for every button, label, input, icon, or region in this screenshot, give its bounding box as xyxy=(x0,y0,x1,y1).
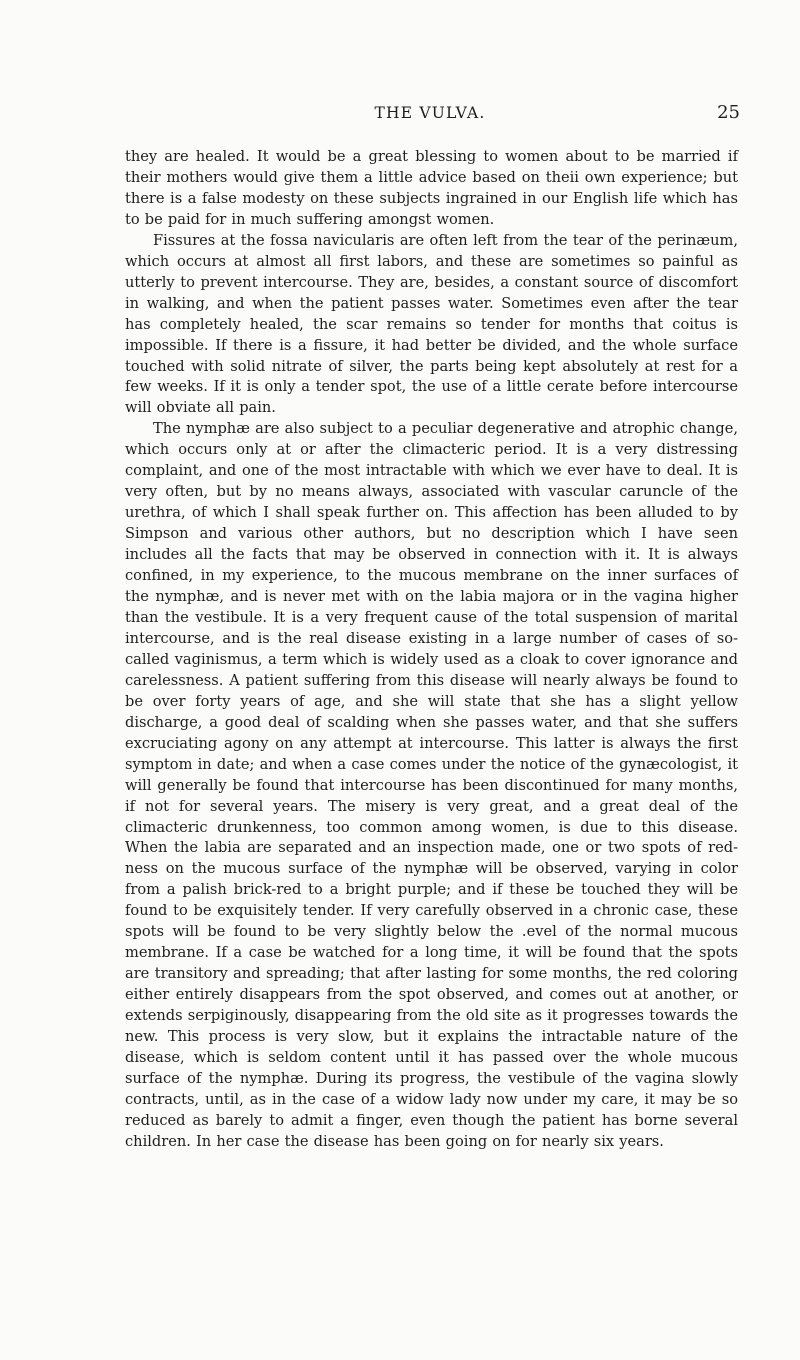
paragraph-continuation: they are healed. It would be a great blessing to women about to be married if their mothers would give them a little advice based on theii own experience; but there is a false modesty on these subjects ingrained in our English life which has to be paid for in much suffering amongst women. xyxy=(125,148,738,228)
paragraph-fissures: Fissures at the fossa navicularis are often left from the tear of the perinæum, which occurs at almost all first labors, and these are sometimes so painful as utterly to prevent intercourse. They are, besides, a constant source of discomfort in walking, and when the patient passes water. Sometimes even after the tear has completely healed, the scar remains so tender for months that coitus is impossible. If there is a fissure, it had better be divided, and the whole surface touched with solid nitrate of silver, the parts being kept absolutely at rest for a few weeks. If it is only a tender spot, the use of a little cerate before intercourse will obviate all pain. xyxy=(125,231,738,417)
paragraph-nymphae: The nymphæ are also subject to a peculiar degenerative and atrophic change, which occurs only at or after the climacteric period. It is a very distressing complaint, and one of the most intractable with which we ever have to deal. It is very often, but by no means always, associated with vascular caruncle of the urethra, of which I shall speak further on. This affection has been alluded to by Simpson and various other authors, but no description which I have seen includes all the facts that may be observed in connection with it. It is always confined, in my experience, to the mucous membrane on the inner surfaces of the nymphæ, and is never met with on the labia majora or in the vagina higher than the vestibule. It is a very frequent cause of the total suspension of marital intercourse, and is the real disease existing in a large number of cases of so-called vaginismus, a term which is widely used as a cloak to cover ignorance and carelessness. A patient suffering from this disease will nearly always be found to be over forty years of age, and she will state that she has a slight yellow discharge, a good deal of scalding when she passes water, and that she suffers excruciating agony on any attempt at intercourse. This latter is always the first symptom in date; and when a case comes under the notice of the gynæcologist, it will generally be found that intercourse has been discontinued for many months, if not for several years. The misery is very great, and a great deal of the climacteric drunkenness, too common among women, is due to this disease. When the labia are separated and an inspection made, one or two spots of redness on the mucous surface of the nymphæ will be observed, varying in color from a palish brick-red to a bright purple; and if these be touched they will be found to be exquisitely tender. If very carefully observed in a chronic case, these spots will be found to be very slightly below the .evel of the normal mucous membrane. If a case be watched for a long time, it will be found that the spots are transitory and spreading; that after lasting for some months, the red coloring either entirely disappears from the spot observed, and comes out at another, or extends serpiginously, disappearing from the old site as it progresses towards the new. This process is very slow, but it explains the intractable nature of the disease, which is seldom content until it has passed over the whole mucous surface of the nymphæ. During its progress, the vestibule of the vagina slowly contracts, until, as in the case of a widow lady now under my care, it may be so reduced as barely to admit a finger, even though the patient has borne several children. In her case the disease has been going on for nearly six years. xyxy=(125,420,738,1150)
page-header xyxy=(120,101,740,125)
running-title: THE VULVA. xyxy=(374,104,486,122)
page-number: 25 xyxy=(717,102,740,123)
body-text xyxy=(125,147,738,1153)
